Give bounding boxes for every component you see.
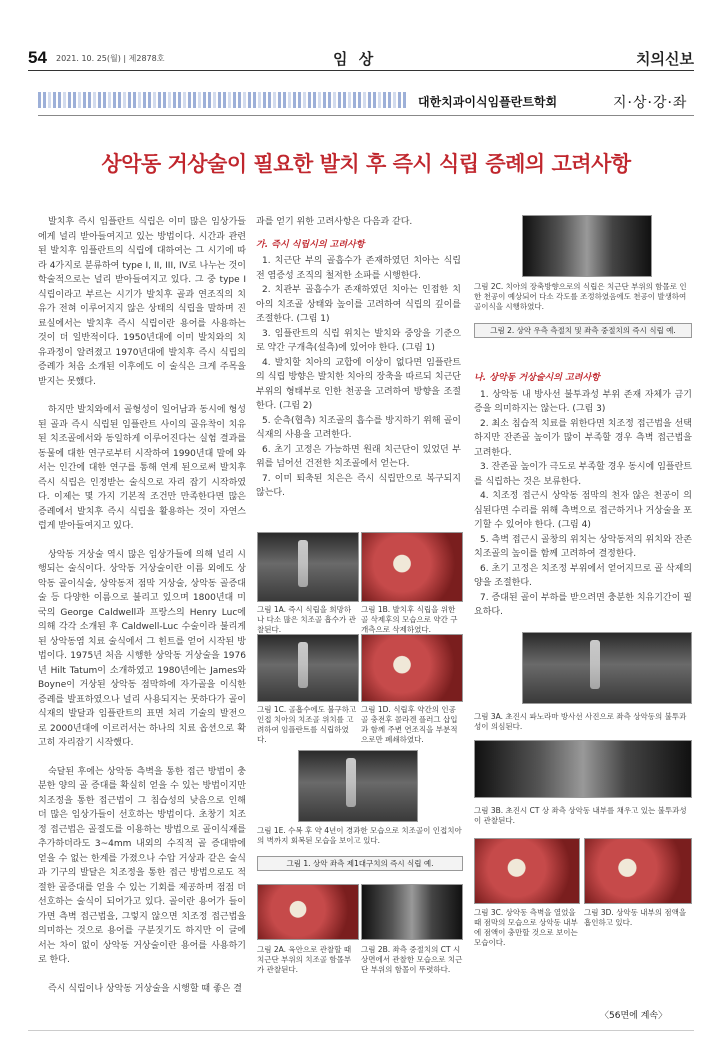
figure-3d-image xyxy=(584,838,692,904)
figure-1e-caption: 그림 1E. 수복 후 약 4년이 경과한 모습으로 치조골이 인접치아의 벽까지 회복된 모습을 보이고 있다. xyxy=(257,826,462,845)
figure-2b-image xyxy=(361,884,463,940)
figure-1d-image xyxy=(361,634,463,702)
figure-3b-caption: 그림 3B. 초진시 CT 상 좌측 상악동 내부를 채우고 있는 불투과성이 관찰된다. xyxy=(474,806,687,825)
list-item: 6. 초기 고정은 치조정 부위에서 얻어지므로 골 삭제의 양을 조절한다. xyxy=(474,563,692,588)
list-item: 7. 증대된 골이 부하를 받으려면 충분한 치유기간이 필요하다. xyxy=(474,592,692,617)
column-name: 지·상·강·좌 xyxy=(613,95,688,111)
list-item: 5. 측벽 접근시 골창의 위치는 상악동저의 위치와 잔존 치조골의 높이를 함께 고려하여 결정한다. xyxy=(474,534,692,559)
paragraph: 하지만 발치와에서 골형성이 일어남과 동시에 형성된 골과 즉시 식립된 임플란트 사이의 골유착이 치유된 치조골에서와 동일하게 이루어진다는 실험 결과를 동물에 대한 연구로부터 시작하여 1990년대 말에 와서는 인간에 대한 연구를 통해 연계 된으로써 발치후 즉시 식립은 인정받는 술식으로 자리 잡기 시작하였다. 이제는 몇 가지 기본적 조건만 만족한다면 많은 증례에서 발치후 즉시 식립을 활용하는 것이 자연스럽게 받아들여지고 있다. xyxy=(38,405,246,531)
list-item: 4. 치조정 접근시 상악동 점막의 천자 않은 천공이 의심된다면 수리를 위해 측벽으로 접근하거나 거상술을 포기할 수 있어야 한다. (그림 4) xyxy=(474,491,692,530)
list-item: 1. 치근단 부의 골흡수가 존재하였던 치아는 식립전 염증성 조직의 철저한 소파를 시행한다. xyxy=(256,256,461,281)
body-column-1 xyxy=(38,215,246,1010)
banner-decoration xyxy=(38,92,408,108)
body-column-3 xyxy=(474,363,692,620)
headline: 상악동 거상술이 필요한 발치 후 즉시 식립 증례의 고려사항 xyxy=(101,152,631,176)
footer-rule xyxy=(28,1030,694,1031)
figure-1b-caption: 그림 1B. 발치후 식립을 위한 골 삭제후의 모습으로 약간 구개측으로 삭제하였다. xyxy=(361,605,458,634)
figure-1a-image xyxy=(257,532,359,602)
figure-1e-image xyxy=(298,750,418,822)
figure-3c-caption: 그림 3C. 상악동 측벽을 열었을 때 점막의 모습으로 상악동 내부에 점액이 충만할 것으로 보이는 모습이다. xyxy=(474,908,578,947)
paragraph: 즉시 식립이나 상악동 거상술을 시행할 때 좋은 결 xyxy=(48,983,242,994)
list-item: 2. 치관부 골흡수가 존재하였던 치아는 인접한 치아의 치조골 상태와 높이를 고려하여 식립의 깊이를 조절한다. (그림 1) xyxy=(256,285,461,324)
banner-rule xyxy=(38,115,694,116)
paragraph: 숙달된 후에는 상악동 측벽을 통한 접근 방법이 충분한 양의 골 증대를 확실히 얻을 수 있는 방법이지만 치조정을 통한 접근법이 그 침습성의 낮음으로 인해 더 많은 임상가들이 선호하는 방법이다. 초창기 치조정 접근법은 골절도를 이용하는 방법으로 골이식재를 추가하더라도 3~4mm 내외의 수직적 골 증대밖에 얻을 수 없는 한계를 가졌으나 수압 거상과 같은 술식과 기구의 발달은 치조정을 통한 접근 방법으로도 적절한 골증대를 얻을 수 있는 기회를 제공하며 점점 더 선호하는 술식이 되어가고 있다. 골이란 용어가 들이가면 측벽 접근법을, 그렇지 않으면 치조정 접근법을 의미하는 것으로 용어를 구분짓기도 하지만 이 글에서는 차이 없이 상악동 거상술이란 용어를 사용하기로 한다. xyxy=(38,766,246,965)
figure-2a-caption: 그림 2A. 육안으로 관찰할 때 치근단 부위의 치조골 함몰부가 관찰된다. xyxy=(257,945,352,974)
figure-3c-image xyxy=(474,838,580,904)
list-item: 1. 상악동 내 방사선 불투과성 부위 존재 자체가 금기증을 의미하지는 않는다. (그림 3) xyxy=(474,389,692,414)
list-item: 3. 임플란트의 식립 위치는 발치와 중앙을 기준으로 약간 구개측(설측)에 있어야 한다. (그림 1) xyxy=(256,328,461,353)
section-title: 임 상 xyxy=(333,50,377,68)
list-item: 6. 초기 고정은 가능하면 원래 치근단이 있었던 부위를 넘어선 건전한 치조골에서 얻는다. xyxy=(256,444,461,469)
figure-1c-caption: 그림 1C. 골흡수에도 불구하고 인접 치아의 치조골 위치를 고려하여 임플란트를 식립하였다. xyxy=(257,705,357,744)
paragraph: 상악동 거상술 역시 많은 임상가들에 의해 널리 시행되는 술식이다. 상악동 거상술이란 이름 외에도 상악동 골이식술, 상악동저 점막 거상술, 상악동 골증대술 등 다양한 이름으로 불리고 있으며 1800년대 미국의 George Caldwell과 프랑스의 Henry Luc에 의해 각각 소개된 후 Caldwell-Luc 수술이라 불리게 된 상악동염 치료 술식에서 그 힌트를 얻어 시작된 방법이다. 1975년 처음 시행한 상악동 거상술을 1976년 Hilt Tatum이 소개하였고 1980년에는 James와 Boyne이 거상된 상악동 점막하에 자가골을 이식한 증례를 발표하였으나 널리 사용되지는 못하다가 골이식재의 발달과 임플란트의 표면 처리 기술의 발전으로 2000년대에 이르러서는 하나의 치료 옵션으로 확고히 자리잡기 시작했다. xyxy=(38,549,246,748)
figure-2a-image xyxy=(257,884,359,940)
list-item: 4. 발치할 치아의 교합에 이상이 없다면 임플란트의 식립 방향은 발치한 치아의 장축을 따르되 치근단 부위의 형태부로 인한 천공을 고려하여 방향을 조절한다. (그림 2) xyxy=(256,357,461,411)
list-item: 3. 잔존골 높이가 극도로 부족할 경우 동시에 임플란트를 식립하는 것은 보류한다. xyxy=(474,462,692,487)
issue-date: 2021. 10. 25(월) | 제2878호 xyxy=(56,54,165,63)
masthead xyxy=(28,46,694,70)
list-item: 2. 최소 침습적 치료를 위한다면 치조정 접근법을 선택하지만 잔존골 높이가 많이 부족할 경우 측벽 접근법을 고려한다. xyxy=(474,418,692,458)
figure-2b-caption: 그림 2B. 좌측 중절치의 CT 시상면에서 관찰한 모습으로 치근단 부위의 함몰이 뚜렷하다. xyxy=(361,945,463,974)
figure-3b-image xyxy=(474,740,692,798)
figure-3d-caption: 그림 3D. 상악동 내부의 점액을 흡인하고 있다. xyxy=(584,908,687,927)
subhead-a: 가. 즉시 식립시의 고려사항 xyxy=(256,239,365,250)
figure-1d-caption: 그림 1D. 식립후 약간의 인공골 충전후 콜라겐 플러그 삽입과 함께 주변 연조직을 부분적으로만 폐쇄하였다. xyxy=(361,705,458,744)
list-item: 7. 이미 퇴축된 치은은 즉시 식립만으로 복구되지 않는다. xyxy=(256,473,461,498)
figure-2c-image xyxy=(522,215,652,277)
continue-note: 〈56면에 계속〉 xyxy=(600,1011,668,1021)
page-number: 54 xyxy=(28,48,47,67)
figure-3a-image xyxy=(522,632,692,704)
figure-3a-caption: 그림 3A. 초진시 파노라마 방사선 사진으로 좌측 상악동의 불투과성이 의심된다. xyxy=(474,712,687,731)
figure-1-label: 그림 1. 상악 좌측 제1대구치의 즉시 식립 예. xyxy=(257,856,463,871)
figure-2-label: 그림 2. 상악 우측 측절치 및 좌측 중절치의 즉시 식립 예. xyxy=(474,323,692,338)
figure-1c-image xyxy=(257,634,359,702)
society-name: 대한치과이식임플란트학회 xyxy=(418,95,558,109)
figure-2c-caption: 그림 2C. 치아의 장축방향으로의 식립은 치근단 부위의 함몰로 인한 천공이 예상되어 다소 각도를 조정하였음에도 천공이 발생하여 골이식을 시행하였다. xyxy=(474,282,687,311)
newspaper-name: 치의신보 xyxy=(636,50,694,68)
figure-1a-caption: 그림 1A. 즉시 식립을 희망하나 다소 많은 치조골 흡수가 관찰된다. xyxy=(257,605,356,634)
list-item: 5. 순측(협측) 치조골의 흡수를 방지하기 위해 골이식재의 사용을 고려한다. xyxy=(256,415,461,440)
body-column-2 xyxy=(256,215,461,501)
subhead-b: 나. 상악동 거상술시의 고려사항 xyxy=(474,373,600,383)
figure-1b-image xyxy=(361,532,463,602)
header-rule xyxy=(28,70,694,71)
column-banner xyxy=(38,92,694,112)
paragraph: 과를 얻기 위한 고려사항은 다음과 같다. xyxy=(256,217,413,227)
paragraph: 발치후 즉시 임플란트 식립은 이미 많은 임상가들에게 널리 받아들여지고 있는 방법이다. 시간과 관련된 발치후 임플란트의 식립에 대하여는 그 시기에 따라 4가지로 분류하여 type I, II, III, IV로 나누는 것이 학술적으로는 널리 받아들여지고 있다. 그 중 type I 식립이라고 부르는 시기가 발치후 골과 연조직의 치유가 전혀 이루어지지 않은 상태의 식립을 말하며 진료실에서는 발치후 즉시 식립이란 용어를 사용하는 것이 더 일반적이다. 1950년대에 이미 발치와의 치유과정이 알려졌고 1970년대에 발치후 즉시 식립의 증례가 처음 소개된 이후에도 이 술식은 크게 주목을 받지는 못했다. xyxy=(38,217,246,387)
